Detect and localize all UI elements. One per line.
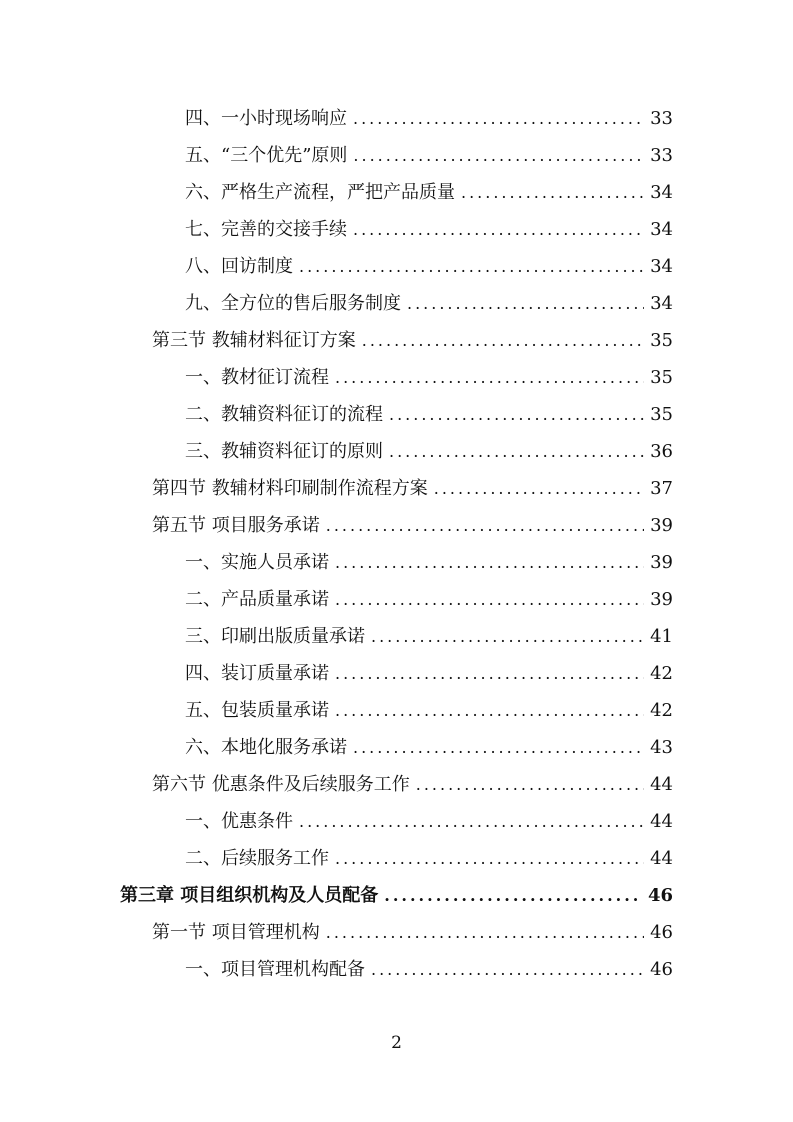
- toc-entry-page: 34: [650, 182, 673, 203]
- toc-entry-title: 六、本地化服务承诺: [185, 737, 347, 758]
- toc-entry[interactable]: [185, 951, 673, 988]
- toc-entry-page: 34: [650, 256, 673, 277]
- toc-entry-page: 44: [650, 848, 673, 869]
- toc-entry-page: 44: [650, 811, 673, 832]
- toc-entry-page: 42: [650, 700, 673, 721]
- toc-entry-title: 七、完善的交接手续: [185, 219, 347, 240]
- toc-entry[interactable]: [185, 396, 673, 433]
- toc-dot-leader: [353, 137, 644, 174]
- toc-entry-title: 九、全方位的售后服务制度: [185, 293, 401, 314]
- toc-entry[interactable]: [185, 248, 673, 285]
- toc-dot-leader: [384, 877, 642, 914]
- toc-entry[interactable]: [185, 359, 673, 396]
- toc-entry-page: 34: [650, 293, 673, 314]
- toc-entry[interactable]: [185, 655, 673, 692]
- toc-dot-leader: [326, 914, 644, 951]
- toc-entry[interactable]: [185, 692, 673, 729]
- toc-dot-leader: [389, 396, 644, 433]
- toc-entry-page: 44: [650, 774, 673, 795]
- toc-dot-leader: [326, 507, 644, 544]
- toc-entry-page: 43: [650, 737, 673, 758]
- toc-entry[interactable]: [185, 729, 673, 766]
- toc-dot-leader: [299, 803, 644, 840]
- toc-entry[interactable]: [185, 433, 673, 470]
- toc-entry-page: 42: [650, 663, 673, 684]
- toc-entry-page: 46: [650, 959, 673, 980]
- toc-dot-leader: [353, 729, 644, 766]
- toc-entry-title: 三、印刷出版质量承诺: [185, 626, 365, 647]
- toc-entry[interactable]: [185, 285, 673, 322]
- toc-entry-page: 39: [650, 515, 673, 536]
- toc-entry[interactable]: [185, 211, 673, 248]
- toc-entry-page: 36: [650, 441, 673, 462]
- toc-dot-leader: [335, 544, 644, 581]
- toc-entry-title: 第三章 项目组织机构及人员配备: [120, 885, 379, 906]
- toc-entry[interactable]: [185, 137, 673, 174]
- toc-entry-section[interactable]: [152, 470, 673, 507]
- toc-dot-leader: [335, 840, 644, 877]
- toc-entry-page: 33: [650, 145, 673, 166]
- toc-entry[interactable]: [185, 618, 673, 655]
- toc-entry-section[interactable]: [152, 914, 673, 951]
- toc-entry-title: 三、教辅资料征订的原则: [185, 441, 383, 462]
- toc-entry-title: 二、教辅资料征订的流程: [185, 404, 383, 425]
- toc-entry-title: 五、包装质量承诺: [185, 700, 329, 721]
- toc-entry-page: 34: [650, 219, 673, 240]
- toc-dot-leader: [371, 951, 644, 988]
- toc-entry-page: 35: [650, 367, 673, 388]
- toc-entry-page: 39: [650, 589, 673, 610]
- toc-dot-leader: [299, 248, 644, 285]
- toc-entry[interactable]: [185, 174, 673, 211]
- toc-entry-title: 八、回访制度: [185, 256, 293, 277]
- toc-entry-page: 46: [647, 885, 673, 906]
- toc-entry-section[interactable]: [152, 766, 673, 803]
- toc-entry[interactable]: [185, 581, 673, 618]
- toc-dot-leader: [353, 211, 644, 248]
- toc-entry-section[interactable]: [152, 322, 673, 359]
- toc-dot-leader: [335, 655, 644, 692]
- page-number: 2: [391, 1033, 402, 1053]
- toc-entry-title: 四、一小时现场响应: [185, 108, 347, 129]
- toc-entry-title: 二、产品质量承诺: [185, 589, 329, 610]
- toc-entry[interactable]: [185, 840, 673, 877]
- toc-entry-title: 一、项目管理机构配备: [185, 959, 365, 980]
- toc-dot-leader: [434, 470, 644, 507]
- toc-entry-title: 第三节 教辅材料征订方案: [152, 330, 356, 351]
- toc-entry-title: 第四节 教辅材料印刷制作流程方案: [152, 478, 428, 499]
- toc-dot-leader: [362, 322, 644, 359]
- toc-entry[interactable]: [185, 544, 673, 581]
- toc-entry[interactable]: [185, 100, 673, 137]
- toc-dot-leader: [335, 581, 644, 618]
- toc-dot-leader: [335, 359, 644, 396]
- toc-entry-page: 46: [650, 922, 673, 943]
- toc-entry-title: 四、装订质量承诺: [185, 663, 329, 684]
- toc-entry-page: 39: [650, 552, 673, 573]
- toc-dot-leader: [353, 100, 644, 137]
- toc-entry-title: 五、“三个优先”原则: [185, 145, 348, 166]
- toc-entry-title: 第五节 项目服务承诺: [152, 515, 320, 536]
- toc-entry-chapter[interactable]: [120, 877, 673, 914]
- toc-entry-page: 37: [650, 478, 673, 499]
- toc-entry-title: 一、教材征订流程: [185, 367, 329, 388]
- toc-dot-leader: [407, 285, 644, 322]
- toc-entry-section[interactable]: [152, 507, 673, 544]
- toc-dot-leader: [461, 174, 644, 211]
- toc-entry[interactable]: [185, 803, 673, 840]
- toc-entry-title: 第六节 优惠条件及后续服务工作: [152, 774, 410, 795]
- toc-entry-page: 35: [650, 330, 673, 351]
- toc-entry-page: 33: [650, 108, 673, 129]
- toc-entry-title: 二、后续服务工作: [185, 848, 329, 869]
- toc-entry-title: 一、优惠条件: [185, 811, 293, 832]
- toc-entry-page: 41: [650, 626, 673, 647]
- toc-dot-leader: [335, 692, 644, 729]
- toc-entry-title: 第一节 项目管理机构: [152, 922, 320, 943]
- toc-entry-title: 六、严格生产流程，严把产品质量: [185, 182, 455, 203]
- toc-entry-page: 35: [650, 404, 673, 425]
- toc-entry-title: 一、实施人员承诺: [185, 552, 329, 573]
- toc-dot-leader: [416, 766, 644, 803]
- toc-dot-leader: [371, 618, 644, 655]
- toc-dot-leader: [389, 433, 644, 470]
